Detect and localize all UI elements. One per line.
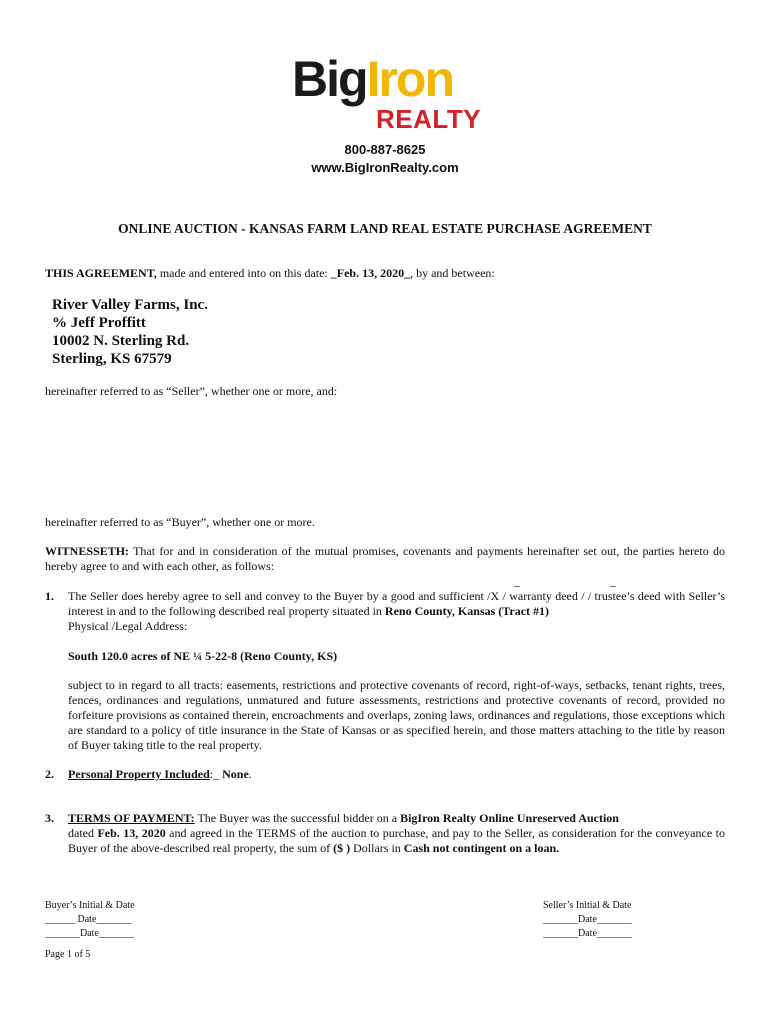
seller-initial-label: Seller’s Initial & Date [543, 900, 632, 911]
section-3-number: 3. [45, 811, 54, 825]
section-1-number: 1. [45, 589, 54, 603]
section-1-physical-label: Physical /Legal Address: [68, 619, 188, 633]
seller-city: Sterling, KS 67579 [52, 351, 172, 367]
seller-name: River Valley Farms, Inc. [52, 297, 208, 313]
buyer-initial-block [45, 899, 135, 941]
phone-number: 800-887-8625 [344, 142, 426, 157]
logo-big-text: BigIron [292, 51, 453, 107]
seller-initial-line-1: _______Date_______ [543, 914, 632, 925]
page-number: Page 1 of 5 [45, 949, 91, 960]
bigiron-realty-logo [290, 51, 490, 136]
section-1-legal-description: South 120.0 acres of NE ¼ 5-22-8 (Reno County, KS) [68, 649, 338, 663]
website: www.BigIronRealty.com [311, 160, 459, 175]
seller-initial-block [543, 899, 632, 941]
document-title: ONLINE AUCTION - KANSAS FARM LAND REAL ESTATE PURCHASE AGREEMENT [118, 221, 652, 236]
buyer-reference: hereinafter referred to as “Buyer”, whether one or more. [45, 515, 315, 529]
buyer-initial-label: Buyer’s Initial & Date [45, 900, 135, 911]
seller-initial-line-2: _______Date_______ [543, 928, 632, 939]
section-1-subject-to: subject to in regard to all tracts: easements, restrictions and protective covenants of record, right-of-ways, setbacks, tenant rights, trees, fences, ordinances and regulations, unmatured and future assessments, restrictions and protective covenants of record, provided no forfeiture provisions as contained therein, encroachments and overlaps, zoning laws, ordinances and regulations, those exceptions which are standard to a policy of title insurance in the State of Kansas or as specified herein, and those matters attaching to the title by reason of Buyer taking title to the real property. [68, 678, 725, 752]
section-3-text: TERMS OF PAYMENT: The Buyer was the successful bidder on a BigIron Realty Online Unreserved Auction dated Feb. 13, 2020 and agreed in the TERMS of the auction to purchase, and pay to the Seller, as consideration for the conveyance to Buyer of the above-described real property, the sum of ($ ) Dollars in Cash not contingent on a loan. [68, 811, 725, 855]
deed-mark: _ [514, 574, 520, 588]
section-2-number: 2. [45, 767, 54, 781]
witnesseth-paragraph: WITNESSETH: That for and in consideration of the mutual promises, covenants and payments hereinafter set out, the parties hereto do hereby agree to and with each other, as follows: [45, 544, 725, 573]
buyer-initial-line-2: _______Date_______ [45, 928, 134, 939]
intro-line: THIS AGREEMENT, made and entered into on this date: _Feb. 13, 2020_, by and between: [45, 266, 495, 280]
deed-mark: _ [610, 574, 616, 588]
section-2-text: Personal Property Included:_ None. [68, 767, 252, 781]
seller-care-of: % Jeff Proffitt [52, 315, 146, 331]
seller-reference: hereinafter referred to as “Seller”, whether one or more, and: [45, 384, 338, 398]
seller-street: 10002 N. Sterling Rd. [52, 333, 190, 349]
buyer-initial-line-1: ______ Date_______ [45, 914, 132, 925]
section-1-text: The Seller does hereby agree to sell and convey to the Buyer by a good and sufficient /X / warranty deed / / trustee’s deed with Seller’s interest in and to the following described real property situated in Reno County, Kansas (Tract #1) [68, 589, 725, 618]
logo-realty-text: REALTY [376, 104, 482, 134]
